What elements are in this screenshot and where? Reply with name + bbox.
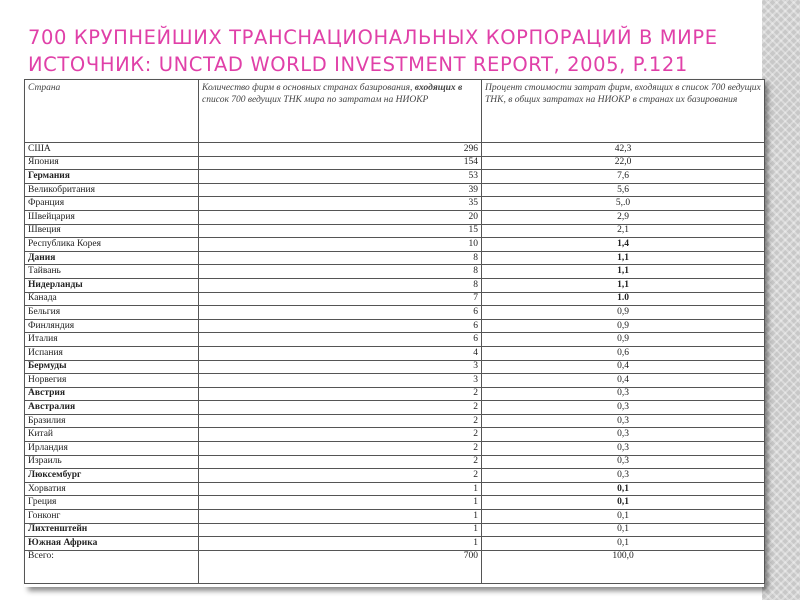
cell-country: Дания <box>25 251 199 265</box>
table-row <box>25 251 765 265</box>
cell-country: Италия <box>25 333 199 347</box>
cell-country: Всего: <box>25 550 199 583</box>
cell-country: Швейцария <box>25 210 199 224</box>
cell-firm-count: 39 <box>199 183 482 197</box>
cell-rd-percent: 0,1 <box>482 510 765 524</box>
table-row <box>25 523 765 537</box>
table-row <box>25 224 765 238</box>
cell-firm-count: 1 <box>199 537 482 551</box>
cell-rd-percent: 1,1 <box>482 251 765 265</box>
cell-firm-count: 8 <box>199 278 482 292</box>
cell-country: Гонконг <box>25 510 199 524</box>
table-row <box>25 469 765 483</box>
header-firm-count <box>199 80 482 143</box>
cell-firm-count: 8 <box>199 251 482 265</box>
cell-rd-percent: 0,3 <box>482 401 765 415</box>
header-firm-count-bold: входящих в <box>414 83 463 93</box>
rd-table <box>24 79 765 584</box>
cell-rd-percent: 0,3 <box>482 387 765 401</box>
table-row <box>25 183 765 197</box>
cell-country: Хорватия <box>25 482 199 496</box>
cell-country: Бразилия <box>25 414 199 428</box>
cell-rd-percent: 0,3 <box>482 428 765 442</box>
cell-rd-percent: 1,1 <box>482 278 765 292</box>
table-row <box>25 387 765 401</box>
cell-rd-percent: 0,9 <box>482 333 765 347</box>
table-row <box>25 455 765 469</box>
table-row <box>25 482 765 496</box>
cell-rd-percent: 0,3 <box>482 469 765 483</box>
cell-rd-percent: 42,3 <box>482 143 765 157</box>
cell-firm-count: 10 <box>199 238 482 252</box>
cell-country: Лихтенштейн <box>25 523 199 537</box>
cell-rd-percent: 1.0 <box>482 292 765 306</box>
cell-country: Канада <box>25 292 199 306</box>
cell-rd-percent: 0,9 <box>482 306 765 320</box>
cell-firm-count: 2 <box>199 469 482 483</box>
cell-firm-count: 1 <box>199 523 482 537</box>
cell-firm-count: 4 <box>199 346 482 360</box>
table-header-row <box>25 80 765 143</box>
table-row <box>25 265 765 279</box>
cell-country: Нидерланды <box>25 278 199 292</box>
header-country: Страна <box>25 80 199 143</box>
cell-firm-count: 1 <box>199 482 482 496</box>
rd-table-container <box>24 79 764 587</box>
cell-rd-percent: 0,1 <box>482 496 765 510</box>
cell-firm-count: 20 <box>199 210 482 224</box>
cell-country: Китай <box>25 428 199 442</box>
title-line-2: ИСТОЧНИК: UNCTAD WORLD INVESTMENT REPORT, 2005, P.121 <box>28 53 688 76</box>
cell-country-text: Южная Африка <box>28 538 98 549</box>
table-row <box>25 156 765 170</box>
table-row <box>25 510 765 524</box>
cell-firm-count: 2 <box>199 387 482 401</box>
cell-rd-percent: 0,1 <box>482 537 765 551</box>
cell-firm-count: 3 <box>199 360 482 374</box>
cell-rd-percent: 0,9 <box>482 319 765 333</box>
cell-firm-count: 15 <box>199 224 482 238</box>
cell-rd-percent: 0,3 <box>482 442 765 456</box>
cell-country: Республика Корея <box>25 238 199 252</box>
cell-country: США <box>25 143 199 157</box>
cell-rd-percent: 100,0 <box>482 550 765 583</box>
table-row <box>25 210 765 224</box>
cell-firm-count: 700 <box>199 550 482 583</box>
cell-firm-count: 6 <box>199 333 482 347</box>
table-row <box>25 537 765 551</box>
cell-rd-percent: 1,1 <box>482 265 765 279</box>
decorative-stripe <box>762 0 800 600</box>
table-row <box>25 401 765 415</box>
cell-firm-count: 2 <box>199 414 482 428</box>
cell-rd-percent: 2,1 <box>482 224 765 238</box>
cell-country: Израиль <box>25 455 199 469</box>
cell-country <box>25 537 199 551</box>
cell-country: Австралия <box>25 401 199 415</box>
cell-rd-percent: 0,6 <box>482 346 765 360</box>
cell-rd-percent: 0,4 <box>482 374 765 388</box>
cell-firm-count: 53 <box>199 170 482 184</box>
cell-rd-percent: 1,4 <box>482 238 765 252</box>
cell-rd-percent: 0,1 <box>482 523 765 537</box>
table-row <box>25 346 765 360</box>
table-row <box>25 170 765 184</box>
cell-firm-count: 3 <box>199 374 482 388</box>
cell-firm-count: 6 <box>199 306 482 320</box>
cell-country: Швеция <box>25 224 199 238</box>
table-row <box>25 143 765 157</box>
cell-country: Австрия <box>25 387 199 401</box>
table-row <box>25 197 765 211</box>
table-row <box>25 374 765 388</box>
table-row <box>25 306 765 320</box>
cell-rd-percent: 0,1 <box>482 482 765 496</box>
cell-rd-percent: 0,4 <box>482 360 765 374</box>
cell-country: Люксембург <box>25 469 199 483</box>
cell-firm-count: 6 <box>199 319 482 333</box>
table-row <box>25 496 765 510</box>
header-firm-count-part2: список 700 ведущих ТНК мира по затратам на НИОКР <box>202 95 429 105</box>
slide-title <box>28 24 718 78</box>
cell-rd-percent: 5,.0 <box>482 197 765 211</box>
cell-firm-count: 2 <box>199 442 482 456</box>
table-row <box>25 319 765 333</box>
cell-rd-percent: 7,6 <box>482 170 765 184</box>
table-row <box>25 442 765 456</box>
cell-rd-percent: 5,6 <box>482 183 765 197</box>
cell-firm-count: 35 <box>199 197 482 211</box>
table-row <box>25 360 765 374</box>
table-row <box>25 278 765 292</box>
cell-country: Норвегия <box>25 374 199 388</box>
cell-country: Ирландия <box>25 442 199 456</box>
cell-rd-percent: 0,3 <box>482 414 765 428</box>
cell-firm-count: 154 <box>199 156 482 170</box>
table-body <box>25 143 765 584</box>
cell-firm-count: 8 <box>199 265 482 279</box>
header-firm-count-part1: Количество фирм в основных странах базирования, <box>202 83 415 93</box>
cell-country: Финляндия <box>25 319 199 333</box>
cell-rd-percent: 0,3 <box>482 455 765 469</box>
cell-firm-count: 2 <box>199 428 482 442</box>
cell-firm-count: 296 <box>199 143 482 157</box>
cell-country: Япония <box>25 156 199 170</box>
cell-country: Германия <box>25 170 199 184</box>
table-row <box>25 238 765 252</box>
cell-firm-count: 2 <box>199 401 482 415</box>
cell-firm-count: 2 <box>199 455 482 469</box>
cell-country: Бельгия <box>25 306 199 320</box>
cell-firm-count: 1 <box>199 496 482 510</box>
cell-country: Испания <box>25 346 199 360</box>
table-row <box>25 292 765 306</box>
cell-rd-percent: 22,0 <box>482 156 765 170</box>
cell-firm-count: 1 <box>199 510 482 524</box>
header-rd-percent: Процент стоимости затрат фирм, входящих в список 700 ведущих ТНК, в общих затратах на НИОКР в странах их базирования <box>482 80 765 143</box>
title-line-1: 700 КРУПНЕЙШИХ ТРАНСНАЦИОНАЛЬНЫХ КОРПОРАЦИЙ В МИРЕ <box>28 26 718 49</box>
cell-rd-percent: 2,9 <box>482 210 765 224</box>
table-row <box>25 550 765 583</box>
cell-country: Греция <box>25 496 199 510</box>
cell-country: Франция <box>25 197 199 211</box>
cell-country: Бермуды <box>25 360 199 374</box>
table-row <box>25 414 765 428</box>
table-row <box>25 428 765 442</box>
cell-country: Тайвань <box>25 265 199 279</box>
cell-firm-count: 7 <box>199 292 482 306</box>
table-row <box>25 333 765 347</box>
cell-country: Великобритания <box>25 183 199 197</box>
